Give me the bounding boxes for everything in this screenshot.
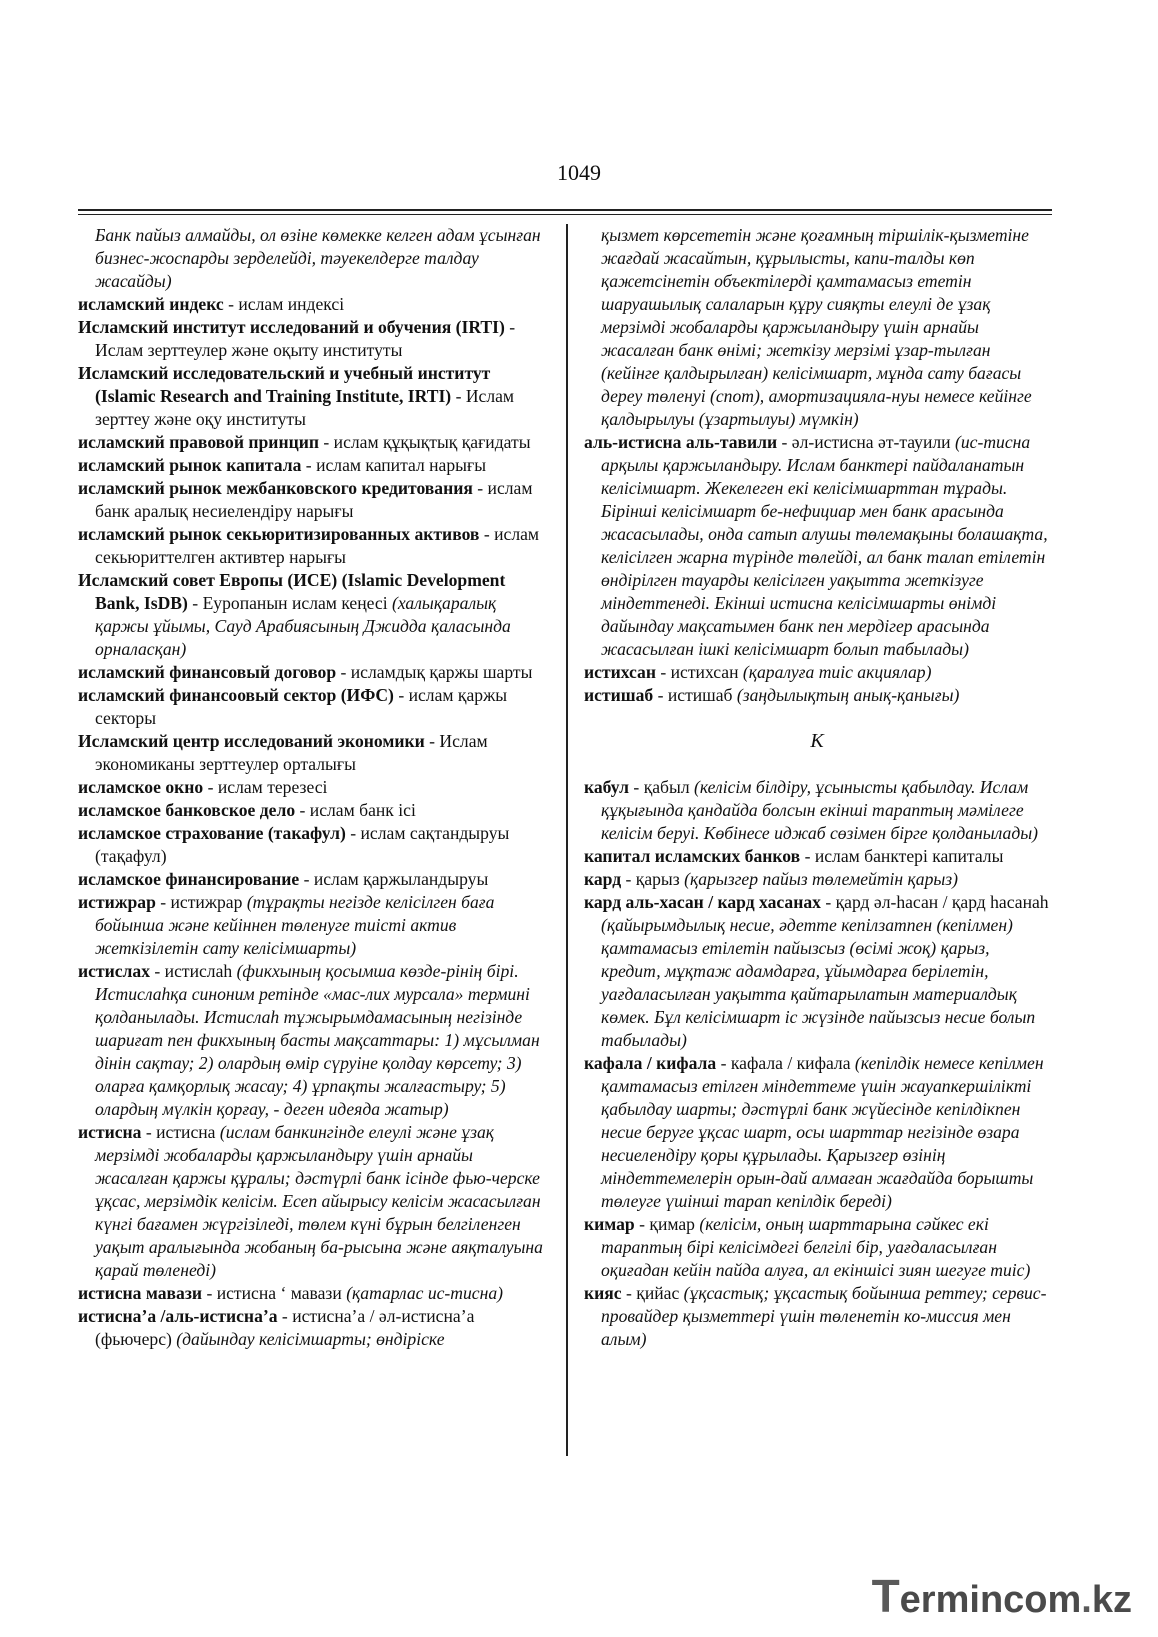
dictionary-entry [78, 362, 546, 431]
entry-translation: исламдық қаржы шарты [350, 662, 533, 682]
entry-separator: - [150, 961, 165, 981]
entry-term: истисна’а /аль-истисна’а [78, 1306, 278, 1326]
entry-note: (ис-тисна арқылы қаржыландыру. Ислам банктері пайдаланатын келісімшарт. Жекелеген екі келісімшарттан тұрады. Бірінші келісімшарт бе-нефициар мен банк арасында жасасылады, онда сатып алушы төлемақыны болашақта, келісілген жарна түрінде төлейді, ал банк талап етілетін өндірілген тауарды келісілген уақытта жеткізуге міндеттенеді. Екінші истисна келісімшарты өнімді дайындау мақсатымен банк пен мердігер арасында жасасылған ішкі келісімшарт болып табылады) [601, 432, 1048, 659]
entry-separator: - [716, 1053, 731, 1073]
entry-note: (ұқсастық; ұқсастық бойынша реттеу; сервис-провайдер қызметтері үшін төленетін ко-миссия мен алым) [601, 1283, 1047, 1349]
entry-term: исламский правовой принцип [78, 432, 319, 452]
entry-translation: Ислам экономиканы зерттеулер орталығы [95, 731, 488, 774]
entry-term: исламский индекс [78, 294, 224, 314]
entry-translation: ислам құқықтық қағидаты [333, 432, 531, 452]
entry-note: (фикхының қосымша көзде-рінің бірі. Истислаһқа синоним ретінде «мас-лих мурсала» термині қолданылады. Истислаһ тұжырымдамасының негізінде шариғат пен фикхының басты мақсаттары: 1) мұсылман дінін сақтау; 2) олардың өмір сүруіне қолдау көрсету; 3) оларға қамқорлық жасау; 4) ұрпақты жалғастыру; 5) олардың мүлкін қорғау, - деген идеяда жатыр) [95, 961, 540, 1119]
entry-translation: ислам қаржы секторы [95, 685, 508, 728]
entry-term: аль-истисна аль-тавили [584, 432, 778, 452]
dictionary-entry [584, 845, 1050, 868]
entry-translation: Еуропанын ислам кеңесі [202, 593, 392, 613]
entry-note: (келісім, оның шарттарына сәйкес екі тараптың бірі келісімдегі белгілі бір, уағдаласылған оқиғадан кейін пайда алуға, ал екіншісі зиян шегуге тиіс) [601, 1214, 1031, 1280]
entry-translation: Ислам зерттеу және оқу институты [95, 386, 515, 429]
terminkom-logo: Termincom.kz [871, 1570, 1132, 1622]
dictionary-entry [78, 776, 546, 799]
dictionary-entry [78, 868, 546, 891]
entry-separator: - [424, 731, 440, 751]
dictionary-entry [78, 293, 546, 316]
dictionary-entry [78, 960, 546, 1121]
entry-note: (заңдылықтың анық-қанығы) [736, 685, 960, 705]
entry-separator: - [393, 685, 409, 705]
entry-separator: - [634, 1214, 650, 1234]
entry-separator: - [319, 432, 334, 452]
entry-term: истисна мавази [78, 1283, 203, 1303]
dictionary-entry [584, 431, 1050, 661]
entry-note: (қатарлас ис-тисна) [346, 1283, 503, 1303]
entry-translation: қабыл [643, 777, 694, 797]
header-rule-thin [78, 214, 1052, 215]
entry-separator: - [621, 869, 636, 889]
right-column-entries-i [584, 224, 1050, 707]
entry-continuation [584, 224, 1050, 431]
entry-note: (дайындау келісімшарты; өндіріске [176, 1329, 445, 1349]
entry-translation: ислам сақтандыруы (тақафул) [95, 823, 510, 866]
dictionary-entry [78, 730, 546, 776]
entry-term: кияс [584, 1283, 622, 1303]
entry-translation: ислам капитал нарығы [316, 455, 487, 475]
entry-note: (халықаралық қаржы ұйымы, Сауд Арабиясының Джидда қаласында орналасқан) [95, 593, 511, 659]
entry-separator: - [472, 478, 488, 498]
dictionary-entry [584, 891, 1050, 1052]
entry-term: исламский рынок межбанковского кредитования [78, 478, 473, 498]
dictionary-entry [584, 868, 1050, 891]
right-column-entries-k [584, 776, 1050, 1351]
entry-separator: - [451, 386, 466, 406]
entry-translation: истисна ‘ мавази [216, 1283, 347, 1303]
dictionary-entry [584, 661, 1050, 684]
entry-separator: - [653, 685, 668, 705]
dictionary-entry [78, 454, 546, 477]
page-number: 1049 [557, 160, 601, 185]
dictionary-entry [584, 684, 1050, 707]
entry-note: қызмет көрсететін және қоғамның тіршілік-қызметіне жағдай жасайтын, құрылысты, капи-талды көп қажетсінетін объектілерді қамтамасыз ететін шаруашылық салаларын құру сияқты елеулі де ұзақ мерзімді жобаларды қаржыландыру үшін арнайы жасалған банк өнімі; жеткізу мерзімі ұзар-тылған (кейінге қалдырылған) келісімшарт, мұнда сату бағасы дереу төленуі (спот), амортизацияла-нуы немесе кейінге қалдырылуы (ұзартылуы) мүмкін) [601, 225, 1032, 429]
entry-translation: қарыз [635, 869, 685, 889]
entry-separator: - [820, 892, 836, 912]
entry-translation: Ислам зерттеулер және оқыту институты [95, 340, 403, 360]
entry-term: истишаб [584, 685, 654, 705]
entry-separator: - [336, 662, 351, 682]
entry-note: (келісім білдіру, ұсынысты қабылдау. Ислам құқығында қандайда болсын екінші тараптың мәмілеге келісім беруі. Көбінесе иджаб сөзімен бірге қолданылады) [601, 777, 1039, 843]
dictionary-entry [78, 684, 546, 730]
entry-term: исламское окно [78, 777, 204, 797]
entry-translation: ислам банктері капиталы [814, 846, 1004, 866]
entry-translation: қийас [636, 1283, 684, 1303]
entry-term: исламское страхование (такафул) [78, 823, 346, 843]
entry-term: кимар [584, 1214, 635, 1234]
entry-term: истижрар [78, 892, 156, 912]
entry-separator: - [203, 777, 218, 797]
entry-translation: истихсан [670, 662, 743, 682]
entry-term: исламский рынок капитала [78, 455, 302, 475]
entry-separator: - [295, 800, 310, 820]
header-rule [78, 209, 1052, 211]
entry-translation: қимар [649, 1214, 700, 1234]
entry-translation: истисна [156, 1122, 220, 1142]
entry-term: исламское банковское дело [78, 800, 296, 820]
entry-translation: әл-истисна әт-тауили [791, 432, 955, 452]
entry-translation: кафала / кифала [730, 1053, 855, 1073]
dictionary-entry [78, 661, 546, 684]
entry-translation: истислаһ [164, 961, 237, 981]
entry-separator: - [277, 1306, 293, 1326]
dictionary-entry [78, 799, 546, 822]
entry-term: кард [584, 869, 622, 889]
entry-term: истихсан [584, 662, 656, 682]
entry-term: кафала / кифала [584, 1053, 717, 1073]
entry-translation: қард әл-һасан / қард һасанаһ [835, 892, 1049, 912]
entry-note: Банк пайыз алмайды, ол өзіне көмекке келген адам ұсынған бизнес-жоспарды зерделейді, тәуекелдерге талдау жасайды) [95, 225, 541, 291]
entry-note: (қарызгер пайыз төлемейтін қарыз) [684, 869, 959, 889]
entry-note: (қаралуға тиіс акциялар) [742, 662, 932, 682]
entry-translation: истижрар [170, 892, 247, 912]
dictionary-entry [78, 1305, 546, 1351]
entry-term: кабул [584, 777, 630, 797]
dictionary-entry [78, 477, 546, 523]
entry-separator: - [655, 662, 671, 682]
entry-separator: - [223, 294, 239, 314]
dictionary-entry [584, 1052, 1050, 1213]
entry-separator: - [800, 846, 815, 866]
entry-separator: - [141, 1122, 157, 1142]
entry-separator: - [345, 823, 361, 843]
dictionary-entry [78, 316, 546, 362]
entry-term: кард аль-хасан / кард хасанах [584, 892, 821, 912]
dictionary-entry [78, 891, 546, 960]
entry-translation: истисна’а / әл-истисна’а (фьючерс) [95, 1306, 475, 1349]
entry-translation: ислам терезесі [217, 777, 328, 797]
dictionary-entry [584, 1213, 1050, 1282]
entry-note: (ислам банкингінде елеулі және ұзақ мерзімді жобаларды қаржыландыру үшін арнайы жасалған қаржы құралы; дәстүрлі банк ісінде фью-черске ұқсас, мерзімдік келісім. Есеп айырысу келісім жасасылған күнгі бағамен жүргізіледі, төлем күні бұрын белгіленген уақыт аралығында жобаның ба-рысына және аяқталуына қарай төленеді) [95, 1122, 543, 1280]
dictionary-entry [78, 1121, 546, 1282]
entry-continuation [78, 224, 546, 293]
entry-translation: ислам банк аралық несиелендіру нарығы [95, 478, 533, 521]
dictionary-entry [78, 1282, 546, 1305]
entry-separator: - [629, 777, 644, 797]
dictionary-entry [78, 569, 546, 661]
entry-term: исламское финансирование [78, 869, 300, 889]
entry-translation: ислам индексі [238, 294, 345, 314]
dictionary-entry [78, 523, 546, 569]
column-divider [566, 224, 568, 1456]
entry-term: исламский финансовый договор [78, 662, 337, 682]
entry-separator: - [301, 455, 317, 475]
right-column [584, 224, 1050, 1351]
entry-term: Исламский институт исследований и обучения (IRTI) [78, 317, 505, 337]
dictionary-entry [78, 822, 546, 868]
entry-term: истислах [78, 961, 150, 981]
section-letter: К [810, 730, 824, 752]
entry-term: исламский рынок секьюритизированных активов [78, 524, 480, 544]
entry-separator: - [479, 524, 495, 544]
entry-translation: ислам банк ісі [309, 800, 416, 820]
entry-separator: - [187, 593, 203, 613]
entry-note: (кепілдік немесе кепілмен қамтамасыз етілген міндеттеме үшін жауапкершілікті қабылдау шарты; дәстүрлі банк жүйесінде кепілдікпен несие беруге ұқсас шарт, осы шарттар негізінде өзара несиелендіру қоры құрылады. Қарызгер өзінің міндеттемелерін орын-дай алмаған жағдайда борышты төлеуге үшінші тарап кепілдік береді) [601, 1053, 1044, 1211]
entry-term: капитал исламских банков [584, 846, 801, 866]
entry-separator: - [155, 892, 171, 912]
entry-term: исламский финансоовый сектор (ИФС) [78, 685, 394, 705]
entry-note: (қайырымдылық несие, әдетте кепілзатпен (кепілмен) қамтамасыз етілетін пайызсыз (өсімі жоқ) қарыз, кредит, мұқтаж адамдарға, ұйымдарға берілетін, уағдаласылған уақытта қайтарылатын материалдық көмек. Бұл келісімшарт іс жүзінде пайызсыз несие болып табылады) [601, 915, 1036, 1050]
entry-separator: - [504, 317, 516, 337]
entry-separator: - [299, 869, 314, 889]
entry-translation: ислам секьюриттелген активтер нарығы [95, 524, 540, 567]
entry-translation: ислам қаржыландыруы [313, 869, 489, 889]
entry-separator: - [202, 1283, 217, 1303]
entry-term: Исламский совет Европы (ИСЕ) (Islamic Development Bank, IsDB) [78, 570, 506, 613]
entry-separator: - [777, 432, 792, 452]
entry-translation: истишаб [667, 685, 737, 705]
entry-term: истисна [78, 1122, 142, 1142]
entry-separator: - [621, 1283, 637, 1303]
entry-note: (тұрақты негізде келісілген баға бойынша және кейіннен төленуге тиісті актив жеткізілетін сату келісімшарты) [95, 892, 495, 958]
left-column [78, 224, 546, 1351]
entry-term: Исламский исследовательский и учебный институт (Islamic Research and Training Institute, IRTI) [78, 363, 491, 406]
entry-term: Исламский центр исследований экономики [78, 731, 425, 751]
dictionary-entry [584, 1282, 1050, 1351]
dictionary-entry [584, 776, 1050, 845]
dictionary-entry [78, 431, 546, 454]
